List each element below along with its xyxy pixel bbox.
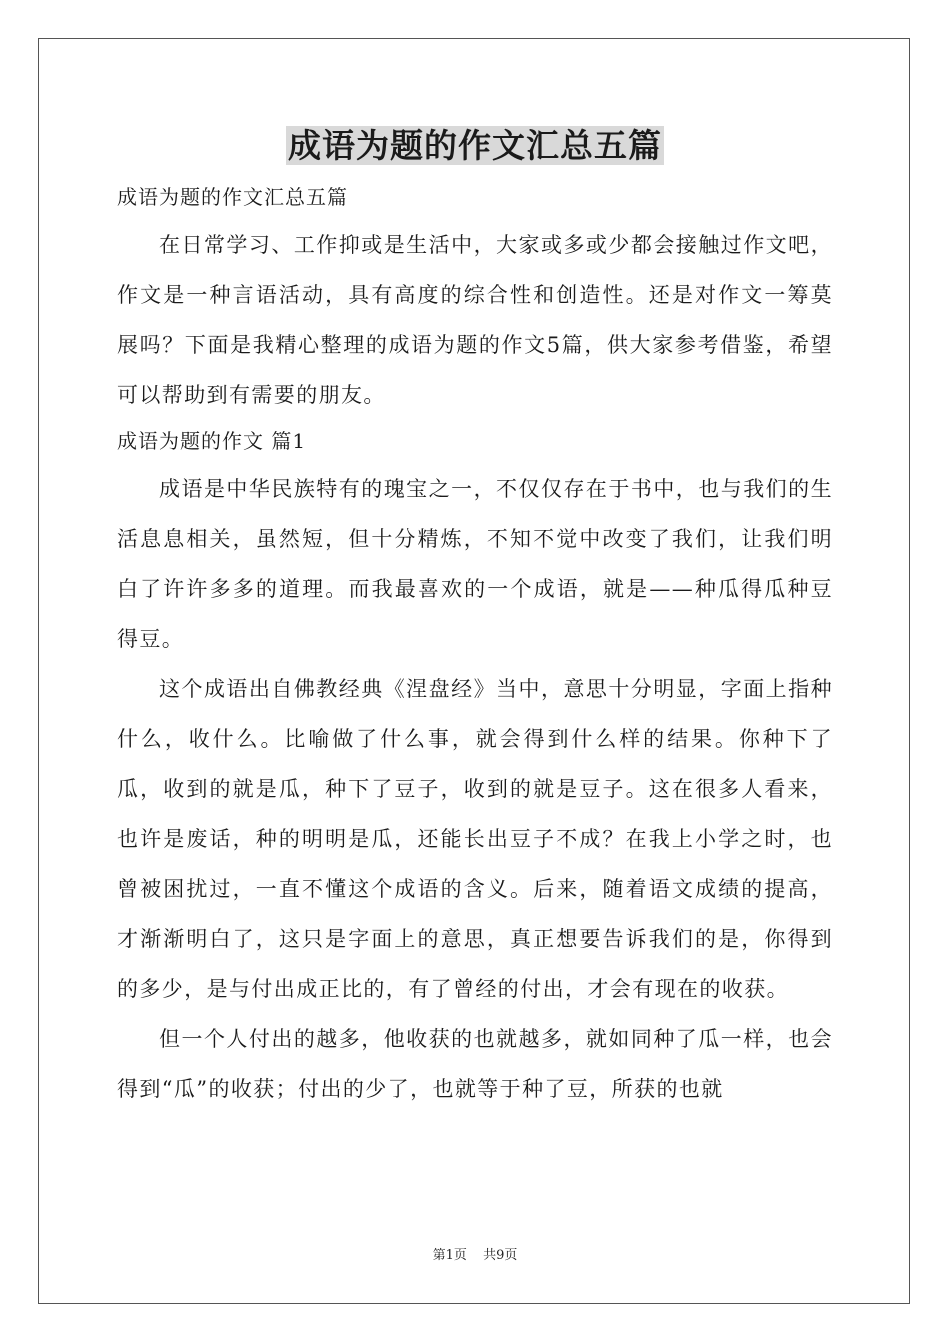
intro-paragraph: 在日常学习、工作抑或是生活中，大家或多或少都会接触过作文吧，作文是一种言语活动，具有高度的综合性和创造性。还是对作文一筹莫展吗？下面是我精心整理的成语为题的作文5篇，供大家参考借鉴，希望可以帮助到有需要的朋友。 bbox=[117, 233, 833, 407]
page-number-current: 第1页 bbox=[432, 1248, 467, 1263]
body-paragraph: 成语是中华民族特有的瑰宝之一，不仅仅存在于书中，也与我们的生活息息相关，虽然短，但十分精炼，不知不觉中改变了我们，让我们明白了许许多多的道理。而我最喜欢的一个成语，就是——种瓜得瓜种豆得豆。 bbox=[117, 477, 833, 651]
section-heading-1: 成语为题的作文 篇1 bbox=[117, 429, 307, 453]
document-title bbox=[117, 122, 833, 170]
document-body bbox=[117, 122, 833, 1114]
page-footer bbox=[0, 1247, 950, 1265]
body-paragraph: 但一个人付出的越多，他收获的也就越多，就如同种了瓜一样，也会得到“瓜”的收获；付出的少了，也就等于种了豆，所获的也就 bbox=[117, 1027, 833, 1101]
document-title-text: 成语为题的作文汇总五篇 bbox=[288, 126, 662, 165]
document-subtitle: 成语为题的作文汇总五篇 bbox=[117, 185, 348, 209]
page-number-total: 共9页 bbox=[483, 1248, 518, 1263]
body-paragraph: 这个成语出自佛教经典《涅盘经》当中，意思十分明显，字面上指种什么，收什么。比喻做了什么事，就会得到什么样的结果。你种下了瓜，收到的就是瓜，种下了豆子，收到的就是豆子。这在很多人看来，也许是废话，种的明明是瓜，还能长出豆子不成？在我上小学之时，也曾被困扰过，一直不懂这个成语的含义。后来，随着语文成绩的提高，才渐渐明白了，这只是字面上的意思，真正想要告诉我们的是，你得到的多少，是与付出成正比的，有了曾经的付出，才会有现在的收获。 bbox=[117, 677, 833, 1001]
